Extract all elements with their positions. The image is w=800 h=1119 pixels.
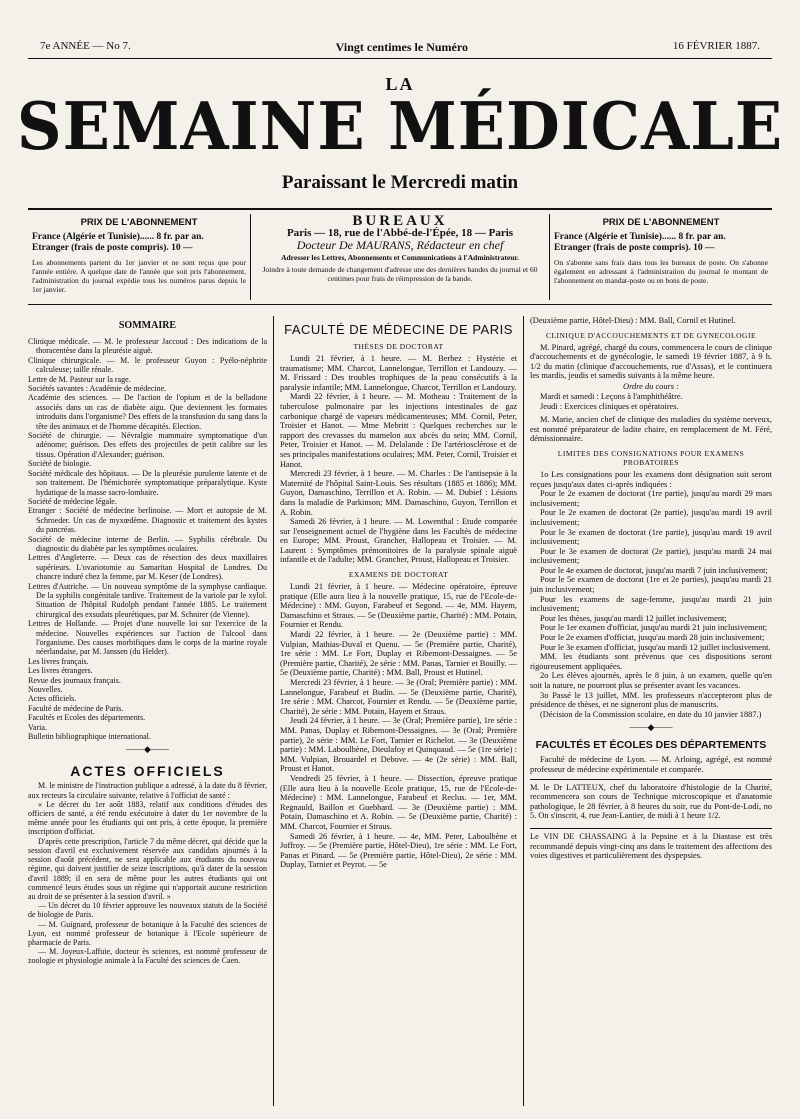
bureaux-doctor: Docteur De MAURANS, Rédacteur en chef — [296, 238, 504, 252]
sommaire-list — [28, 337, 267, 741]
sommaire-item: Etranger : Société de médecine berlinoise. — Mort et autopsie de M. Schroeder. Un cas de myxœdème. Diagnostic et traitement des kystes du pancréas. — [28, 506, 267, 535]
sommaire-item: Lettres d'Autriche. — Un nouveau symptôme de la symphyse cardiaque. De la syphilis congénitale tardive. Traitement de la variole par le xylol. Situation de l'hôpital Rudolph pendant l'année 1885. Le traitement chirurgical des exsudats pleurétiques, par M. Schnirer (de Vienne). — [28, 581, 267, 619]
subscription-right — [550, 214, 772, 300]
actes-paragraph: D'après cette prescription, l'article 7 du même décret, qui décide que la session d'avril est exclusivement réservée aux candidats ajournés à la session d'août précédent, ne sera applicable aux étudiants du nouveau régime, qui doivent justifier de seize inscriptions, qu'à dater de la session d'avril 1889; il en sera de même pour les autres étudiants qui ont commencé leurs études sous un régime qui n'apportait aucune restriction au droit de se présenter à la session d'avril. » — [28, 836, 267, 901]
bureaux-title: BUREAUX — [352, 213, 448, 229]
subscription-left-title: PRIX DE L'ABONNEMENT — [80, 217, 198, 228]
masthead-la: LA — [385, 74, 415, 94]
exam-entry: Samedi 26 février, à 1 heure. — 4e, MM. Peter, Laboulbène et Joffroy. — 5e (Première partie, Hôtel-Dieu), 1re série : MM. Le Fort, Panas et Pinard. — 5e (Première partie, Hôtel-Dieu), 2e série : MM. Duplay, Tarnier et Peyrot. — 5e — [280, 831, 517, 870]
sommaire-item: Société de biologie. — [28, 459, 92, 469]
exam-entry: Mardi 22 février, à 1 heure. — 2e (Deuxième partie) : MM. Vulpian, Mathias-Duval et Quenu. — 5e (Première partie, Charité), 1re série : MM. Le Fort, Duplay et Ribemont-Dessaignes. — 5e (Première partie, Charité), 2e série : MM. Panas, Tarnier et Bouilly. — 5e (Deuxième partie, Charité) : MM. Ball, Proust et Hutinel. — [280, 630, 517, 678]
top-rule — [28, 58, 772, 59]
limites-title: LIMITES DES CONSIGNATIONS POUR EXAMENS PROBATOIRES — [557, 448, 745, 467]
header-bottom-rule — [28, 304, 772, 305]
sommaire-item: Actes officiels. — [28, 694, 77, 704]
limite-entry: Pour le 3e examen de doctorat (1re partie), jusqu'au mardi 19 avril inclusivement; — [530, 527, 772, 547]
sommaire-title: SOMMAIRE — [118, 320, 177, 331]
sommaire-item: Société de médecine interne de Berlin. — Syphilis cérébrale. Du diagnostic du diabète par les symptômes oculaires. — [28, 534, 267, 553]
limite-entry: Pour le 2e examen de doctorat (2e partie), jusqu'au mardi 19 avril inclusivement; — [530, 508, 772, 527]
column-3 — [524, 316, 772, 1106]
theses-title: THÈSES DE DOCTORAT — [353, 342, 444, 351]
marie-text: M. Marie, ancien chef de clinique des maladies du système nerveux, est nommé préparateur de ladite chaire, en remplacement de M. Féré, démissionnaire. — [530, 415, 772, 444]
limite-entry: 1o Les consignations pour les examens dont désignation suit seront reçues jusqu'aux dates ci-après indiquées : — [530, 469, 772, 489]
sommaire-item: Lettres de Hollande. — Projet d'une nouvelle loi sur l'exercice de la médecine. Nouvelles expériences sur l'action de l'alcool dans l'organisme. Des causes morbifiques dans le corps de la marine royale néerlandaise, par M. Janssen (du Helder). — [28, 619, 267, 657]
limite-entry: 3o Passé le 13 juillet, MM. les professeurs n'accepteront plus de présidence de thèses, et ne signeront plus de manuscrits. — [530, 690, 772, 710]
actes-paragraph: — Un décret du 10 février approuve les nouveaux statuts de la Société de biologie de Paris. — [28, 901, 267, 920]
sommaire-item: Nouvelles. — [28, 685, 63, 695]
limite-entry: Pour les examens de sage-femme, jusqu'au mardi 21 juin inclusivement; — [530, 594, 772, 614]
exams-title: EXAMENS DE DOCTORAT — [348, 570, 449, 580]
limite-entry: MM. les étudiants sont prévenus que ces dispositions seront rigoureusement appliquées. — [530, 652, 772, 671]
divider-ornament-2: ——◆—— — [629, 722, 673, 733]
subscription-left — [28, 214, 250, 300]
exam-entry: Lundi 21 février, à 1 heure. — Médecine opératoire, épreuve pratique (Elle aura lieu à la nouvelle pratique, 15, rue de l'Ecole-de-Médecine) : MM. Guyon, Farabeuf et Segond. — 4e, MM. Hayem, Damaschino et Straus. — 5e (Deuxième partie, Charité) : MM. Potain, Fournier et Rendu. — [280, 582, 517, 630]
ordre-line-2: Jeudi : Exercices cliniques et opératoires. — [540, 401, 679, 411]
article-columns — [28, 316, 772, 1106]
these-entry: Mercredi 23 février, à 1 heure. — M. Charles : De l'antisepsie à la Maternité de l'hôpital Saint-Louis. Ses résultats (1885 et 1886); MM. Guyon, Damaschino, Terrillon et A. Robin. — M. Dubief : Lésions dans la maladie de Parkinson; MM. Damaschino, Guyon, Terrillon et A. Robin. — [280, 469, 517, 517]
subscription-right-line2: Etranger (frais de poste compris). 10 — — [554, 243, 715, 253]
sommaire-item: Les livres étrangers. — [28, 666, 93, 676]
exam-entry: Mercredi 23 février, à 1 heure. — 3e (Oral; Première partie) : MM. Lannelongue, Farabeuf et Budin. — 5e (Deuxième partie, Charité), 1re série : MM. Charcot, Fournier et Rendu. — 5e (Deuxième partie, Charité), 2e série : MM. Potain, Hayem et Straus. — [280, 678, 517, 716]
sommaire-item: Société médicale des hôpitaux. — De la pleurésie purulente latente et de son traitement. De l'hémichorée symptomatique préparalytique. Kyste hydatique de la masse sacro-lombaire. — [28, 468, 267, 497]
these-entry: Samedi 26 février, à 1 heure. — M. Lowenthal : Etude comparée sur l'enseignement actuel de l'hygiène dans les Facultés de médecine en Europe; MM. Proust, Grancher, Hallopeau et Troisier. — M. Laurent : Symptômes prémonitoires de la paralysie spinale aiguë infantile et de l'adulte; MM. Grancher, Proust, Hallopeau et Troisier. — [280, 517, 517, 565]
issue-price: Vingt centimes le Numéro — [335, 40, 468, 54]
limite-entry: (Décision de la Commission scolaire, en date du 10 janvier 1887.) — [540, 709, 762, 719]
sommaire-item: Faculté de médecine de Paris. — [28, 703, 124, 713]
sommaire-item: Les livres français. — [28, 656, 89, 666]
limite-entry: Pour le 2e examen de doctorat (1re partie), jusqu'au mardi 29 mars inclusivement; — [530, 489, 772, 508]
column-2 — [274, 316, 524, 1106]
subscription-right-line1: France (Algérie et Tunisie)...... 8 fr. par an. — [554, 232, 726, 242]
exam-entry: Jeudi 24 février, à 1 heure. — 3e (Oral; Première partie), 1re série : MM. Panas, Duplay et Ribemont-Dessaignes. — 3e (Oral; Première partie), 2e série : MM. Le Fort, Tarnier et Richelot. — 3e (Deuxième partie) : MM. Laboulbène, Dieulafoy et Quinquaud. — 5e (1re série) : MM. Vulpian, Brouardel et Debove. — 4e (2e série) : MM. Ball, Proust et Hanot. — [280, 716, 517, 774]
limite-entry: 2o Les élèves ajournés, après le 8 juin, à un examen, quelle qu'en soit la nature, ne pourront plus se présenter avant les vacances. — [530, 671, 772, 690]
column-1 — [28, 316, 274, 1106]
bureaux-note1: Adresser les Lettres, Abonnements et Communications à l'Administrateur. — [281, 253, 519, 262]
limite-entry: Pour le 2e examen d'officiat, jusqu'au mardi 28 juin inclusivement; — [540, 633, 765, 643]
these-entry: Lundi 21 février, à 1 heure. — M. Berbez : Hystérie et traumatisme; MM. Charcot, Lannelongue, Terrillon et Landouzy. — M. Frissard : Des troubles trophiques de la peau consécutifs à la paralysie infantile; MM. Lannelongue, Charcot, Terrillon et Landouzy. — [280, 354, 517, 392]
subscription-right-title: PRIX DE L'ABONNEMENT — [602, 217, 720, 228]
limite-entry: Pour les thèses, jusqu'au mardi 12 juillet inclusivement; — [540, 613, 727, 623]
col3-intro: (Deuxième partie, Hôtel-Dieu) : MM. Ball, Cornil et Hutinel. — [530, 316, 736, 325]
sommaire-item: Lettre de M. Pasteur sur la rage. — [28, 374, 131, 384]
facultes-title: FACULTÉS ET ÉCOLES DES DÉPARTEMENTS — [535, 739, 767, 752]
header-info-box — [28, 214, 772, 300]
subscription-right-note: On s'abonne sans frais dans tous les bureaux de poste. On s'abonne également en adressant à l'administration du journal le montant de l'abonnement en mandat-poste ou en bons de poste. — [554, 258, 768, 285]
actes-paragraph: « Le décret du 1er août 1883, relatif aux conditions d'études des officiers de santé, a été rendu exécutoire à dater du 1er novembre de la même année pour les étudiants qui ont pris, à cette époque, la première inscription d'officiat. — [28, 799, 267, 837]
exams-list — [280, 582, 517, 870]
sommaire-item: Clinique chirurgicale. — M. le professeur Guyon : Pyélo-néphrite calculeuse; taille rénale. — [28, 355, 267, 375]
clinique-title: CLINIQUE D'ACCOUCHEMENTS ET DE GYNECOLOGIE — [545, 330, 757, 340]
limite-entry: Pour le 3e examen d'officiat, jusqu'au mardi 12 juillet inclusivement. — [540, 642, 771, 652]
limite-entry: Pour le 1er examen d'officiat, jusqu'au mardi 21 juin inclusivement; — [540, 623, 768, 633]
actes-list — [28, 781, 267, 965]
issue-date: 16 FÉVRIER 1887. — [672, 40, 760, 52]
ordre-title: Ordre du cours : — [623, 381, 679, 391]
bureaux-note2: Joindre à toute demande de changement d'adresse une des dernières bandes du journal et 60 centimes pour frais de réimpression de la bande. — [262, 265, 538, 283]
limite-entry: Pour le 3e examen de doctorat (2e partie), jusqu'au mardi 24 mai inclusivement; — [530, 546, 772, 566]
lyon-text: Faculté de médecine de Lyon. — M. Arloing, agrégé, est nommé professeur de médecine expérimentale et comparée. — [530, 755, 772, 774]
exam-entry: Vendredi 25 février, à 1 heure. — Dissection, épreuve pratique (Elle aura lieu à la nouvelle Ecole pratique, 15, rue de l'Ecole-de-Médecine) : MM. Lannelongue, Farabeuf et Reclus. — 1er, MM. Regnauld, Baillon et Guebhard. — 3e (Deuxième partie) : MM. Potain, Damaschino et A. Robin. — 5e (Deuxième partie, Charité) : MM. Charcot, Fournier et Straus. — [280, 773, 517, 831]
sommaire-item: Lettres d'Angleterre. — Deux cas de résection des deux maxillaires supérieurs. L'ovariotomie au Samaritan Hospital de Londres. Du chancre induré chez la femme, par M. Keser (de Londres). — [28, 553, 267, 582]
chassaing-notice: Le VIN DE CHASSAING à la Pepsine et à la Diastase est très recommandé depuis vingt-cinq ans dans le traitement des affections des voies digestives et particulièrement des dyspepsies. — [530, 828, 772, 864]
actes-paragraph: — M. Guignard, professeur de botanique à la Faculté des sciences de Lyon, est nommé professeur de botanique à l'Ecole supérieure de pharmacie de Paris. — [28, 919, 267, 947]
masthead-title: SEMAINE MÉDICALE — [16, 88, 784, 165]
divider-ornament: ——◆—— — [126, 744, 169, 755]
bureaux-box — [250, 214, 550, 300]
sommaire-item: Revue des journaux français. — [28, 675, 121, 685]
sommaire-item: Varia. — [28, 722, 47, 732]
these-entry: Mardi 22 février, à 1 heure. — M. Motheau : Traitement de la tuberculose pulmonaire par les injections intestinales de gaz carbonique chargé de vapeurs médicamenteuses; MM. Cornil, Peter, Troisier et Hanot. — Mme Mebritt : Quelques recherches sur le rapport des crevasses du mamelon aux abcès du sein; MM. Cornil, Peter, Troisier et Hanot. — M. Delalande : De l'artériosclérose et de ses principales manifestations oculaires; MM. Peter, Cornil, Troisier et Hanot. — [280, 392, 517, 469]
latteux-notice: M. le Dr LATTEUX, chef du laboratoire d'histologie de la Charité, recommencera son cours de Technique microscopique et d'anatomie pathologique, le 28 février, à 8 heures du soir, rue du Pont-de-Lodi, no 5. On s'inscrit, 4, rue Jean-Lantier, de midi à 1 heure 1/2. — [530, 779, 772, 824]
faculte-title: FACULTÉ DE MÉDECINE DE PARIS — [284, 322, 513, 337]
sommaire-item: Société de chirurgie. — Névralgie mammaire symptomatique d'un adénome; guérison. Des effets des projectiles de petit calibre sur les tissus. Opération d'Alexander; guérison. — [28, 431, 267, 459]
sommaire-item: Clinique médicale. — M. le professeur Jaccoud : Des indications de la thoracentèse dans la pleurésie aiguë. — [28, 337, 267, 356]
limites-list — [530, 470, 772, 719]
theses-list — [280, 354, 517, 565]
subscription-left-line2: Etranger (frais de poste compris). 10 — — [32, 243, 193, 253]
sommaire-item: Facultés et Ecoles des départements. — [28, 713, 146, 723]
bureaux-address: Paris — 18, rue de l'Abbé-de-l'Épée, 18 — Paris — [286, 227, 514, 239]
masthead-rule — [28, 208, 772, 210]
limite-entry: Pour le 5e examen de doctorat (1re et 2e parties), jusqu'au mardi 21 juin inclusivement; — [530, 575, 772, 595]
actes-paragraph: M. le ministre de l'instruction publique a adressé, à la date du 8 février, aux recteurs la circulaire suivante, relative à l'officiat de santé : — [28, 781, 267, 800]
sommaire-item: Sociétés savantes : Académie de médecine. — [28, 384, 167, 394]
clinique-text: M. Pinard, agrégé, chargé du cours, commencera le cours de clinique d'accouchements et de gynécologie, le samedi 19 février 1887, à 9 h. 1/2 du matin (clinique d'accouchements, rue d'Assas), et le continuera les mardis, jeudis et samedis suivants à la même heure. — [530, 342, 772, 381]
ordre-line-1: Mardi et samedi : Leçons à l'amphithéâtre. — [540, 391, 683, 401]
subscription-left-note: Les abonnements partent du 1er janvier et ne sont reçus que pour l'année entière. A quelque date de l'année que soit pris l'abonnement, l'administration du journal expédie tous les numéros parus depuis le 1er janvier. — [32, 258, 246, 294]
subscription-left-line1: France (Algérie et Tunisie)...... 8 fr. par an. — [32, 232, 204, 242]
issue-number: 7e ANNÉE — No 7. — [40, 40, 131, 52]
sommaire-item: Société de médecine légale. — [28, 496, 117, 506]
top-line — [40, 40, 760, 55]
masthead-subtitle: Paraissant le Mercredi matin — [281, 172, 519, 193]
limite-entry: Pour le 4e examen de doctorat, jusqu'au mardi 7 juin inclusivement; — [540, 565, 768, 575]
sommaire-item: Académie des sciences. — De l'action de l'opium et de la belladone associés dans un cas de diabète aigu. Que deviennent les formates introduits dans l'organisme? Des effets de la transfusion du sang dans la tête des animaux et de l'homme décapités. Election. — [28, 393, 267, 431]
sommaire-item: Bulletin bibliographique international. — [28, 732, 151, 742]
actes-title: ACTES OFFICIELS — [70, 763, 225, 780]
actes-paragraph: — M. Joyeux-Laffuie, docteur ès sciences, est nommé professeur de zoologie et physiologie animale à la Faculté des sciences de Caen. — [28, 947, 267, 966]
